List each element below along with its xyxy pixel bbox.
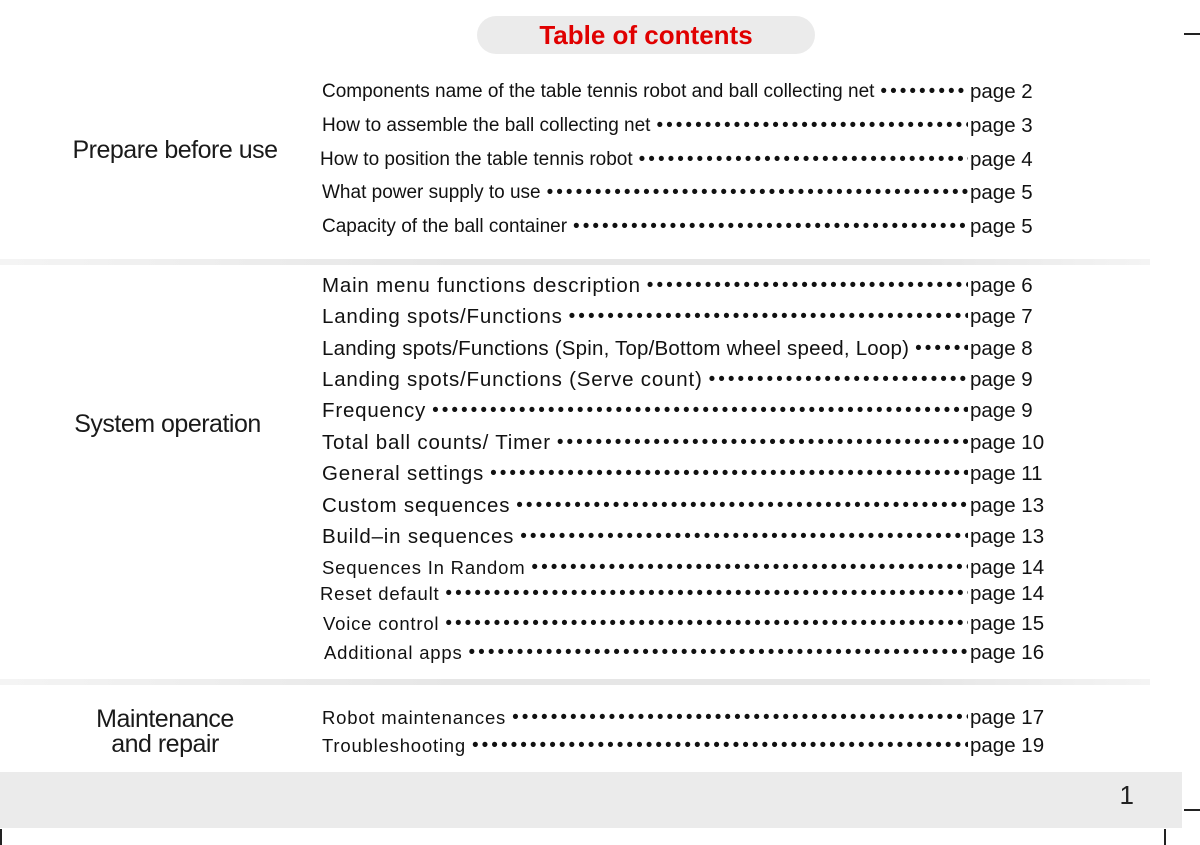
dot-leader [915, 338, 968, 360]
dot-leader [512, 707, 968, 729]
toc-entry-page: page 13 [970, 525, 1045, 548]
dot-leader [490, 463, 968, 485]
toc-entry[interactable] [322, 493, 1052, 519]
toc-entry[interactable] [323, 611, 1052, 637]
toc-entry[interactable] [322, 214, 1052, 240]
toc-entry-page: page 15 [970, 612, 1045, 635]
toc-entry-title: How to assemble the ball collecting net [322, 115, 651, 136]
toc-entry[interactable] [322, 430, 1052, 456]
toc-entry[interactable] [324, 640, 1052, 666]
toc-entry-page: page 8 [970, 337, 1033, 360]
toc-entry-title: Landing spots/Functions (Serve count) [322, 368, 703, 391]
section-label-line: and repair [111, 730, 219, 758]
toc-entry-page: page 9 [970, 399, 1033, 422]
toc-entry-page: page 4 [970, 148, 1033, 171]
toc-entry[interactable] [322, 273, 1052, 299]
toc-entry[interactable] [322, 336, 1052, 362]
dot-leader [557, 432, 968, 454]
toc-entry-page: page 11 [970, 462, 1043, 485]
toc-entry-page: page 9 [970, 368, 1033, 391]
dot-leader [547, 182, 968, 204]
toc-entry-title: Reset default [320, 583, 440, 604]
toc-entry-page: page 5 [970, 215, 1033, 238]
toc-entry-page: page 6 [970, 274, 1033, 297]
toc-entry[interactable] [322, 180, 1052, 206]
crop-mark [1164, 829, 1166, 845]
toc-entry[interactable] [322, 113, 1052, 139]
toc-entry-page: page 5 [970, 181, 1033, 204]
toc-entry[interactable] [322, 705, 1052, 731]
toc-entry-page: page 10 [970, 431, 1045, 454]
toc-entry-page: page 19 [970, 734, 1045, 757]
toc-entry[interactable] [322, 524, 1052, 550]
toc-entry-title: Build–in sequences [322, 525, 515, 548]
toc-entry-title: What power supply to use [322, 182, 541, 203]
section-label-maintenance [60, 707, 270, 757]
dot-leader [573, 216, 968, 238]
dot-leader [445, 583, 968, 605]
page-number: 1 [1119, 780, 1134, 810]
dot-leader [569, 306, 968, 328]
toc-entry-page: page 14 [970, 582, 1045, 605]
toc-entry[interactable] [322, 367, 1052, 393]
dot-leader [469, 642, 968, 664]
dot-leader [472, 735, 968, 757]
toc-entry-title: Components name of the table tennis robot and ball collecting net [322, 81, 875, 102]
toc-entry-page: page 13 [970, 494, 1045, 517]
toc-entry[interactable] [320, 147, 1052, 173]
toc-entry-page: page 2 [970, 80, 1033, 103]
dot-leader [432, 400, 968, 422]
dot-leader [445, 613, 968, 635]
toc-entry-title: Sequences In Random [322, 557, 526, 578]
dot-leader [531, 557, 968, 579]
toc-entry-title: Landing spots/Functions [322, 305, 563, 328]
dot-leader [656, 115, 968, 137]
dot-leader [639, 149, 968, 171]
toc-entry-page: page 16 [970, 641, 1045, 664]
toc-entry-title: Landing spots/Functions (Spin, Top/Bottom wheel speed, Loop) [322, 337, 910, 360]
toc-title-pill [477, 16, 815, 54]
toc-entry[interactable] [322, 461, 1052, 487]
toc-entry[interactable] [322, 79, 1052, 105]
toc-entry[interactable] [322, 555, 1052, 581]
dot-leader [709, 369, 968, 391]
toc-entry-page: page 17 [970, 706, 1045, 729]
toc-entry-title: Robot maintenances [322, 707, 507, 728]
toc-entry[interactable] [322, 733, 1052, 759]
toc-entry[interactable] [322, 398, 1052, 424]
toc-entry[interactable] [322, 304, 1052, 330]
toc-entry-page: page 14 [970, 556, 1045, 579]
crop-mark [0, 829, 2, 845]
toc-title: Table of contents [539, 20, 753, 50]
toc-entry-page: page 3 [970, 114, 1033, 137]
section-label-prepare: Prepare before use [72, 136, 278, 164]
toc-entry-title: Troubleshooting [322, 735, 466, 756]
dot-leader [647, 275, 968, 297]
toc-entry-title: Voice control [323, 613, 440, 634]
crop-mark [1184, 33, 1200, 35]
section-divider [0, 259, 1150, 265]
page-footer [0, 772, 1182, 828]
toc-entry-title: Additional apps [324, 642, 463, 663]
toc-entry-title: Capacity of the ball container [322, 216, 568, 237]
dot-leader [880, 81, 968, 103]
section-label-system-operation: System operation [74, 410, 261, 438]
toc-entry-title: Frequency [322, 399, 427, 422]
toc-entry-page: page 7 [970, 305, 1033, 328]
dot-leader [516, 495, 968, 517]
crop-mark [1184, 809, 1200, 811]
section-divider [0, 679, 1150, 685]
toc-entry-title: How to position the table tennis robot [320, 149, 633, 170]
section-label-line: Maintenance [96, 705, 234, 733]
toc-entry-title: General settings [322, 462, 485, 485]
dot-leader [520, 526, 968, 548]
toc-entry-title: Main menu functions description [322, 274, 641, 297]
toc-entry-title: Total ball counts/ Timer [322, 431, 551, 454]
toc-entry[interactable] [320, 581, 1052, 607]
toc-entry-title: Custom sequences [322, 494, 511, 517]
